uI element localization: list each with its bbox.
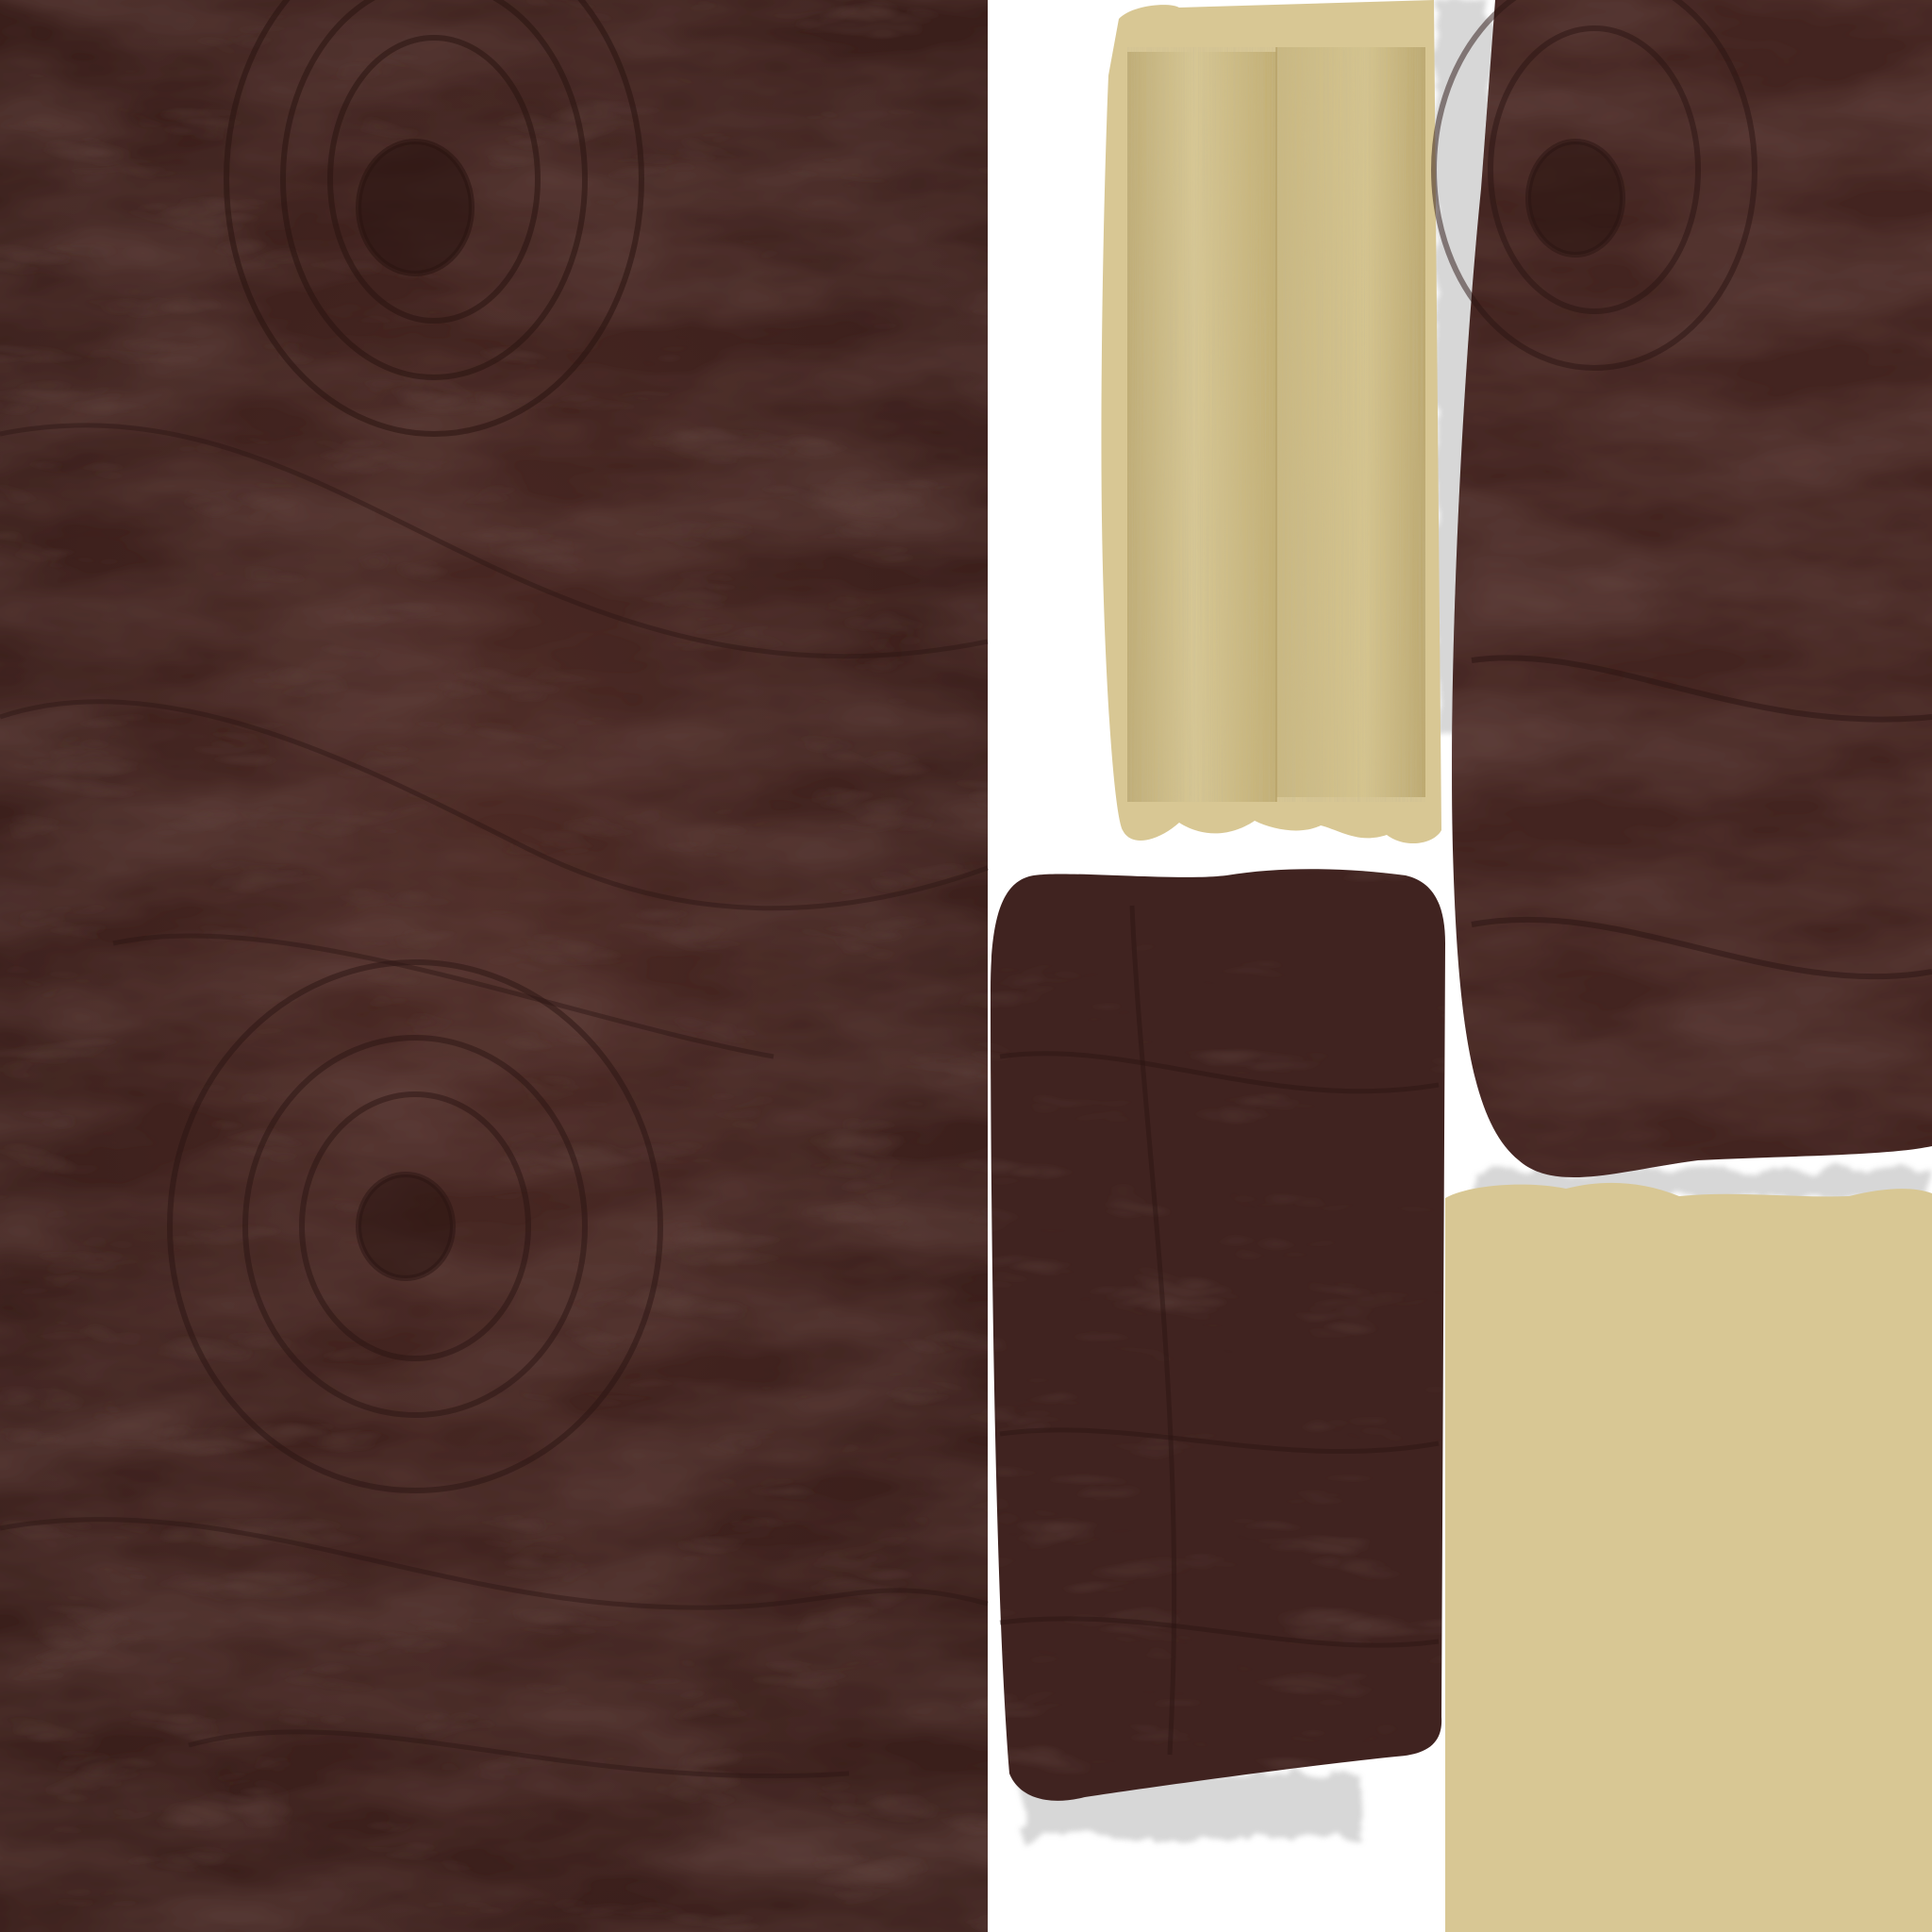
burl-wood-upper-right bbox=[1434, 0, 1932, 1177]
brass-flat-lower-right bbox=[1445, 1183, 1932, 1932]
brushed-brass-panel bbox=[1101, 0, 1441, 843]
burl-wood-center bbox=[991, 869, 1445, 1801]
